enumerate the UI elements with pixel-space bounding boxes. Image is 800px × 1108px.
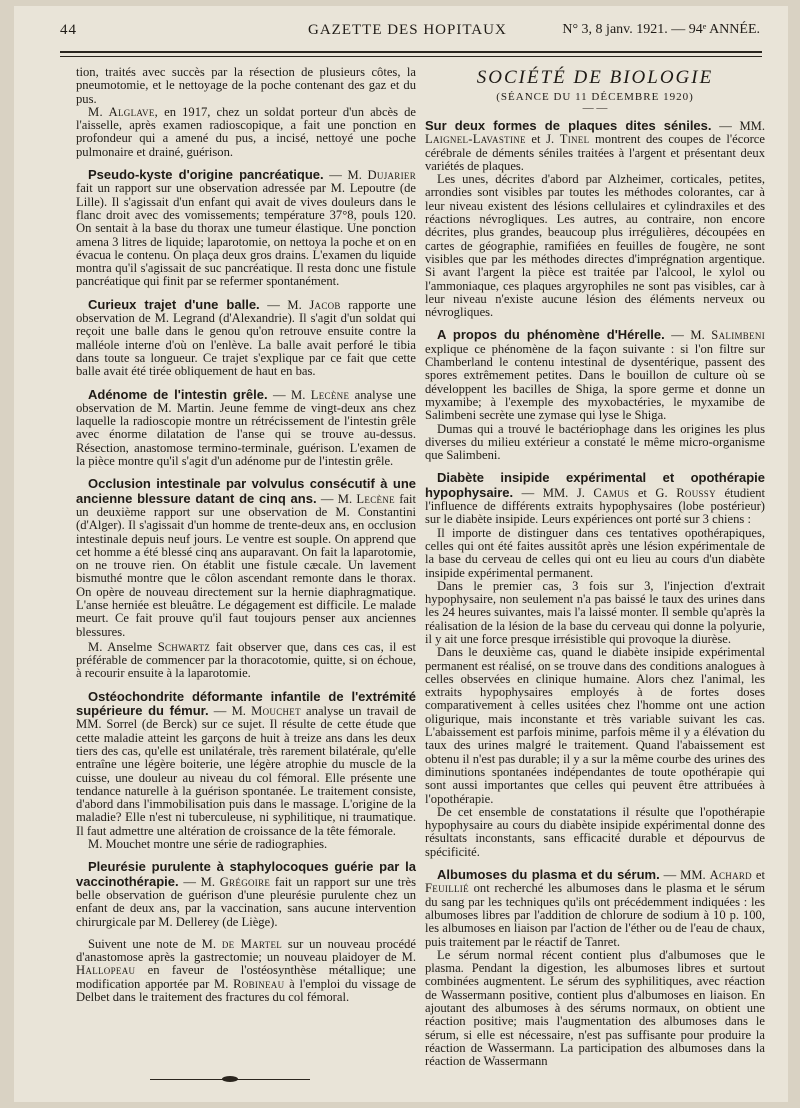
end-ornament [150, 1076, 310, 1084]
header-rule-thick [60, 51, 762, 53]
section-heading: Ostéochondrite déformante infantile de l'extrémité supérieure du fémur. [76, 688, 416, 719]
dash: — MM. J. [513, 485, 594, 500]
paragraph-text: en 1917, chez un soldat porteur d'un abcès de l'aisselle, après examen radioscopique, a fait une ponction en profondeur qui a amené du pus, a incisé, nettoyé une poche pulmonaire et drainé, guérison. [76, 104, 416, 159]
dash: — M. [267, 387, 311, 402]
ornament-dot [222, 1076, 238, 1082]
section-body: montrent des coupes de l'écorce cérébrale de déments séniles traitées à l'argent et présentant deux variétés de plaques. [425, 132, 765, 173]
author-name: de Martel [221, 936, 283, 951]
paragraph: De cet ensemble de constatations il résulte que l'opothérapie hypophysaire au cours du diabète insipide expérimental donne des résultats inconstants, sans efficacité durable et dépourvus de spécificité. [425, 804, 765, 859]
section-curieux-trajet [76, 298, 416, 379]
author-name: Grégoire [219, 874, 271, 889]
paragraph-text: sur un nouveau procédé d'anastomose après la gastrectomie; un nouveau plaidoyer de M. [76, 936, 416, 965]
section-body: explique ce phénomène de la façon suivante : si l'on filtre sur Chamberland le contenu intestinal de dysentérique, passent des spores extrêmement petites. Dans le bouillon de culture où se développent les bacilles de Shiga, la spore germe et donne un myxamibe; à l'exemple des myxobactéries, le myxamibe de Salimbeni secrète une zymase qui lyse le Shiga. [425, 341, 765, 423]
society-title: SOCIÉTÉ DE BIOLOGIE [476, 67, 714, 88]
paragraph: Dans le premier cas, 3 fois sur 3, l'injection d'extrait hypophysaire, non seulement n'a pas baissé le taux des urines dans les 24 heures suivantes, mais l'a laissé monter. Il semble qu'après la réalisation de la lésion de la base du cerveau qui donne la polyurie, il y ait une force presque irrésistible qui provoque la diurèse. [425, 578, 765, 646]
section-heading: Curieux trajet d'une balle. [88, 296, 260, 312]
author-name: Dujarier [367, 168, 416, 183]
author-name: Robineau [233, 976, 285, 991]
section-heading: Albumoses du plasma et du sérum. [437, 867, 660, 883]
author-name: Schwartz [157, 639, 211, 654]
section-body: fait un rapport sur une observation adressée par M. Lepoutre (de Lille). Il s'agissait d'un enfant qui avait de vives douleurs dans le flanc droit avec des vomissements; température 37°8, pouls 120. On sentait à la base du thorax une tumeur élastique. Une ponction amena 3 litres de liquide; laparotomie, on nettoya la poche et on en évacua le contenu. On plaça deux gros drains. L'examen du liquide montra qu'il s'agissait de suc pancréatique. Il resta donc une fistule pancréatique qui finit par se refermer spontanément. [76, 181, 416, 289]
paragraph: Dans le deuxième cas, quand le diabète insipide expérimental permanent est réalisé, on se trouve dans des conditions analogues à celles observées en clinique humaine. Alors chez l'animal, les extraits hypophysaires employés à de fortes doses comparativement à celles usitées chez l'homme ont une action oligurique, mais inconstante et très variable suivant les cas. L'abaissement est parfois minime, parfois même il y a élévation du taux des urines malgré le traitement. Quand l'abaissement est obtenu il n'est pas durable; il y a sur la même courbe des urines des diminutions spontanées indépendantes de toute opothérapie qui sont aussi importantes que celles qui peuvent être attribuées à l'opothérapie. [425, 645, 765, 806]
section-body: ont recherché les albumoses dans le plasma et le sérum du sang par les techniques qu'ils ont précédemment indiquées : les albumoses libres par l'addition de chlorure de sodium à 10 p. 100, les albumoses en liaison par l'action de l'éther ou de l'eau de chaux, puis traitement par le réactif de Tanret. [425, 881, 765, 949]
paragraph [76, 641, 416, 681]
section-plaques-seniles [425, 119, 765, 173]
dash: — M. [664, 328, 712, 343]
author-name: Lecène [356, 491, 395, 506]
paragraph: Les unes, décrites d'abord par Alzheimer, corticales, petites, arrondies sont visibles par toutes les méthodes colorantes, car à leur niveau existent des lésions cellulaires et cylindraxiles et des réactions névrogliques. Les autres, au contraire, non encore décrites, plus grandes, beaucoup plus irrégulières, découpées en cartes de géographie, ramifiées en feuilles de fougère, ne sont visibles que par les méthodes directes d'imprégnation argentique. Si avant l'argent la pièce est traitée par l'alcool, le xylol ou l'ammoniaque, ces plaques argyrophiles ne sont pas visibles, car à leur niveau n'existe aucune lésion des éléments nerveux ou névrogliques. [425, 172, 765, 320]
section-body: rapporte une observation de M. Legrand (d'Alexandrie). Il s'agit d'un soldat qui reçoit une balle dans le genou qu'on retrouve ensuite contre la malléole interne d'où on l'enlève. La balle avait perforé le tibia dans toute sa longueur. Ce trajet s'explique par ce fait que cette balle avait été tirée obliquement de haut en bas. [76, 297, 417, 379]
section-pseudo-kyste [76, 168, 416, 289]
society-separator: — — [582, 102, 608, 114]
dash: — M. [178, 874, 220, 889]
paragraph-text: et J. [525, 132, 560, 147]
paragraph-text: et [751, 868, 765, 883]
section-albumoses [425, 868, 765, 949]
section-adenome [76, 388, 416, 469]
journal-title: GAZETTE DES HOPITAUX [308, 22, 507, 38]
section-heading: Sur deux formes de plaques dites séniles. [425, 118, 712, 133]
author-name: Roussy [676, 485, 716, 500]
page-header [60, 22, 760, 44]
author-name: Camus [593, 485, 630, 500]
dash: — M. [316, 491, 357, 506]
paragraph: Le sérum normal récent contient plus d'albumoses que le plasma. Pendant la digestion, les albumoses libres et surtout combinées augmentent. Le sérum des syphilitiques, avec réaction de Wassermann positive, contient plus d'albumoses en liaison. En ajoutant des albumoses à des sérums normaux, on obtient une réaction positive; mais l'augmentation des albumoses dans le sérum, si elle est nécessaire, n'est pas suffisante pour produire la réaction de Wassermann. La participation des albumoses dans la réaction de Wassermann [425, 947, 765, 1069]
section-heading: Pleurésie purulente à staphylocoques guérie par la vaccinothérapie. [76, 859, 416, 889]
section-heading: Adénome de l'intestin grêle. [88, 386, 268, 402]
section-heading: Diabète insipide expérimental et opothérapie hypophysaire. [425, 470, 765, 500]
paragraph-text: Suivent une note de M. [88, 936, 222, 951]
section-body: analyse une observation de M. Martin. Jeune femme de vingt-deux ans chez laquelle la radioscopie montre un rétrécissement de l'intestin grêle avec énorme dilatation de l'anse qui se trouve au-dessus. Résection, anastomose termino-terminale, guérison. L'examen de la pièce montre qu'il s'agit d'un adénome pur de l'intestin grêle. [76, 387, 416, 469]
dash: — M. [323, 168, 368, 183]
author-name: Laignel-Lavastine [425, 132, 526, 147]
dash: — M. [208, 704, 252, 719]
section-heading: Pseudo-kyste d'origine pancréatique. [88, 167, 324, 183]
dash: — MM. [659, 868, 710, 883]
page-number: 44 [60, 22, 77, 38]
paragraph [76, 938, 416, 1004]
author-name: Feuillié [425, 881, 469, 896]
paragraph-text: en faveur de l'ostéosynthèse métallique; une modification apportée par M. [76, 963, 416, 991]
issue-info: N° 3, 8 janv. 1921. — 94ᵉ ANNÉE. [562, 22, 760, 37]
left-column [76, 66, 416, 1004]
author-name: Jacob [309, 297, 341, 312]
author-name: Lecène [310, 387, 350, 402]
paragraph-text: et G. [629, 485, 677, 500]
section-herelle [425, 328, 765, 422]
paragraph: Dumas qui a trouvé le bactériophage dans les origines les plus diverses du milieu extérieur a constaté le même micro-organisme que Salimbeni. [425, 421, 765, 463]
paragraph-text: fait observer que, dans ces cas, il est préférable de commencer par la thoracotomie, quitte, si on échoue, à recourir ensuite à la laparotomie. [76, 639, 416, 681]
paragraph: M. Mouchet montre une série de radiographies. [88, 837, 328, 852]
header-rule-thin [60, 56, 762, 57]
author-name: Tinel [559, 132, 590, 147]
section-osteochondrite [76, 690, 416, 838]
dash: — M. [259, 297, 310, 312]
section-body: fait un deuxième rapport sur une observation de M. Constantini (d'Alger). Il s'agissait d'un homme de trente-deux ans, en occlusion intestinale depuis neuf jours. Le ventre est souple. On apprend que cet homme a été blessé cinq ans auparavant. On fait la laparotomie, on ne trouve rien. On établit une fistule cæcale. Un lavement bismuthé montre que le côlon ascendant remonte dans le thorax. On opère de nouveau directement sur la hernie diaphragmatique. L'anse herniée est bleuâtre. Le dégagement est difficile. Le malade meurt. Ce fait prouve qu'il faut toujours penser aux anciennes blessures. [76, 491, 416, 639]
society-session: (SÉANCE DU 11 DÉCEMBRE 1920) [496, 91, 694, 103]
author-name: Achard [709, 868, 752, 883]
right-column [425, 66, 765, 1068]
section-diabete [425, 471, 765, 526]
section-pleuresie [76, 860, 416, 928]
section-body: fait un rapport sur une très belle observation de guérison d'une pleurésie purulente chez un enfant de deux ans, par la vaccination, sans aucune intervention chirurgicale par M. Dellerey (de Liège). [76, 874, 416, 929]
section-heading: A propos du phénomène d'Hérelle. [437, 327, 665, 343]
paragraph-text: à l'emploi du vissage de Delbet dans le traitement des fractures du col fémoral. [76, 976, 416, 1004]
section-body: étudient l'influence de différents extraits hypophysaires (lobe postérieur) sur le diabète insipide. Leurs expériences ont porté sur 3 chiens : [425, 485, 766, 527]
paragraph-text: M. Anselme [88, 639, 158, 654]
paragraph: Il importe de distinguer dans ces tentatives opothérapiques, celles qui ont été faites aussitôt après une lésion expérimentale de la base du cerveau de celles qui ont eu lieu au cours d'un diabète insipide expérimental permanent. [425, 525, 765, 580]
dash: — MM. [711, 119, 765, 133]
section-occlusion [76, 477, 416, 639]
section-heading: Occlusion intestinale par volvulus consécutif à une ancienne blessure datant de cinq ans. [76, 476, 416, 506]
author-name: Hallopeau [76, 963, 136, 978]
author-name: Salimbeni [711, 328, 765, 343]
paragraph [76, 106, 416, 159]
author-name: M. Alglave, [88, 104, 159, 119]
paragraph: tion, traités avec succès par la résection de plusieurs côtes, la pneumotomie, et le nettoyage de la poche contenant des gaz et du pus. [76, 65, 416, 106]
section-body: analyse un travail de MM. Sorrel (de Berck) sur ce sujet. Il résulte de cette étude que cette maladie atteint les garçons de huit à treize ans dans les deux tiers des cas, qu'elle est unilatérale, très rarement bilatérale, qu'elle entraîne une légère boiterie, une légère atrophie du muscle de la cuisse, une douleur au niveau du col fémoral. Elle présente une tendance naturelle à la guérison spontanée. Le traitement consiste, d'abord dans l'immobilisation puis dans le massage. L'origine de la maladie? Elle n'est ni tuberculeuse, ni syphilitique, ni traumatique. Il faut admettre une altération de croissance de la tête fémorale. [76, 704, 416, 838]
author-name: Mouchet [251, 704, 301, 719]
